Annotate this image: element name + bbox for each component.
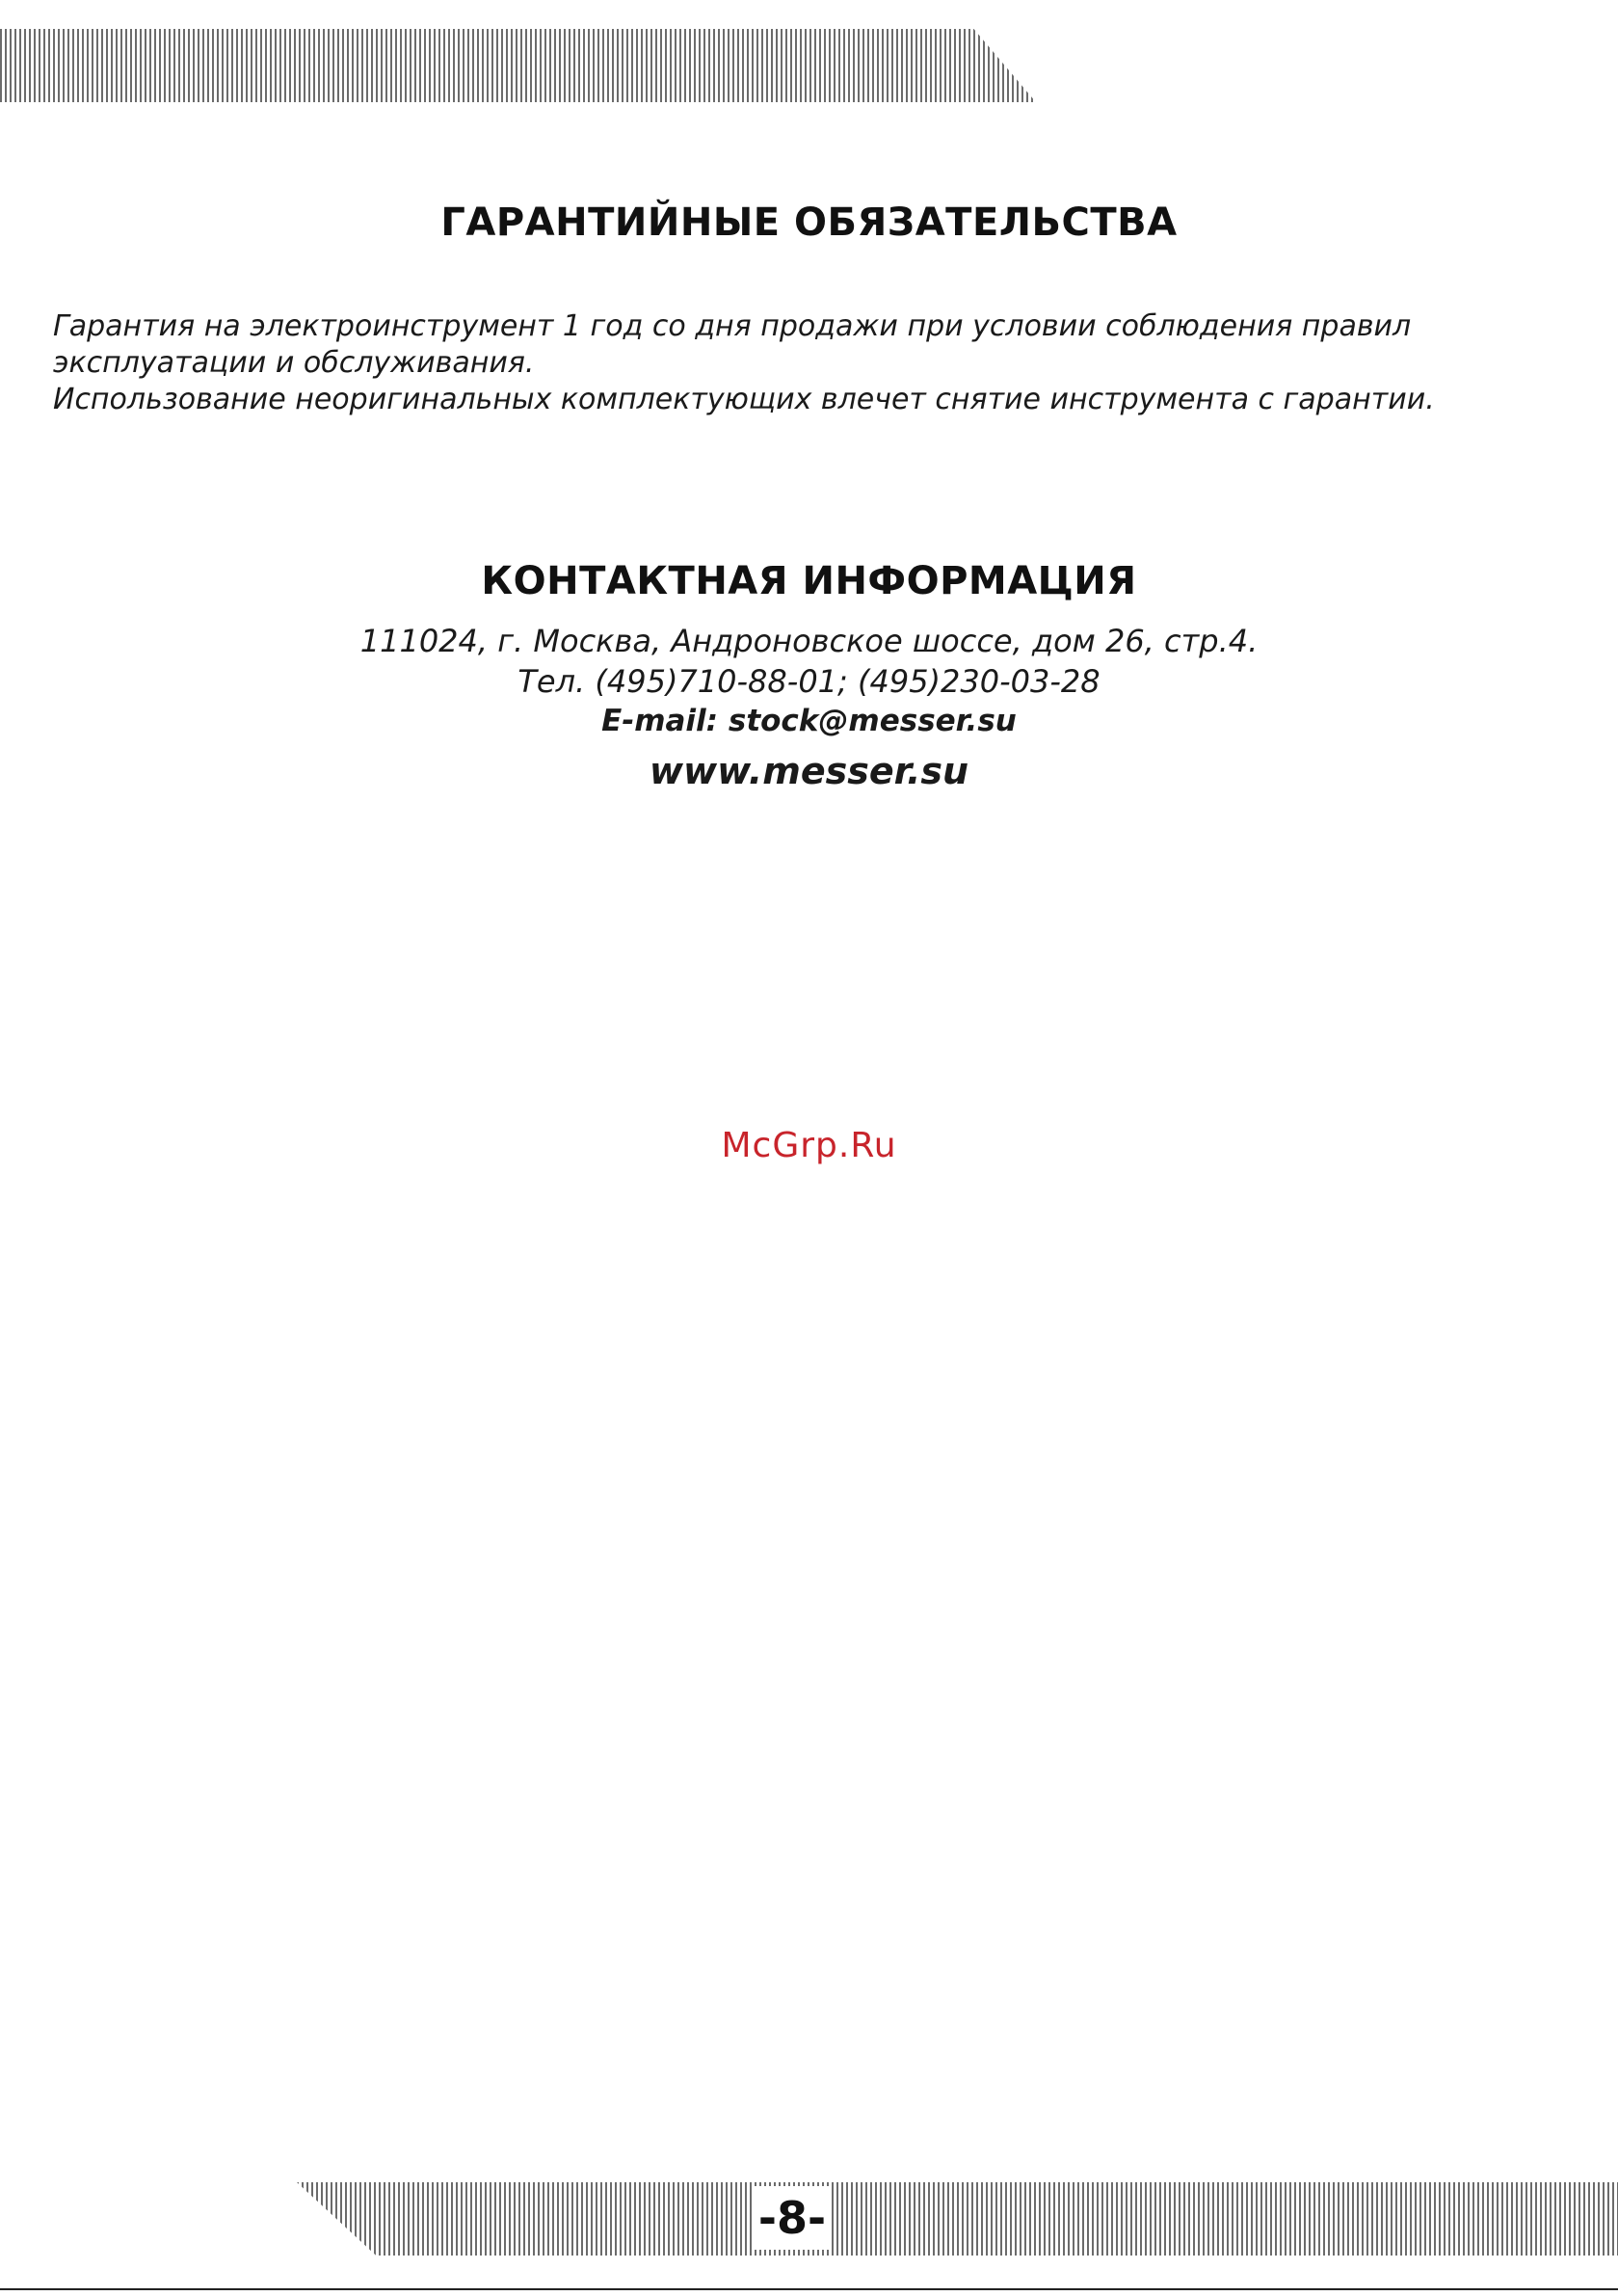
footer-divider xyxy=(0,2288,1618,2290)
header-stripe-decoration xyxy=(0,29,1036,102)
contacts-title: КОНТАКТНАЯ ИНФОРМАЦИЯ xyxy=(481,559,1137,603)
contact-address: 111024, г. Москва, Андроновское шоссе, дом 26, стр.4. xyxy=(359,623,1259,659)
watermark-text: McGrp.Ru xyxy=(721,1126,897,1165)
warranty-paragraph-1: Гарантия на электроинструмент 1 год со дня продажи при условии соблюдения правил эксплуатации и обслуживания. xyxy=(53,309,1412,380)
contact-website: www.messer.su xyxy=(649,750,969,792)
contact-phone: Тел. (495)710-88-01; (495)230-03-28 xyxy=(517,663,1101,700)
footer-stripe-decoration xyxy=(297,2182,1618,2256)
warranty-text xyxy=(53,308,1537,418)
warranty-title: ГАРАНТИЙНЫЕ ОБЯЗАТЕЛЬСТВА xyxy=(440,200,1178,245)
page-number: -8- xyxy=(754,2186,831,2250)
warranty-paragraph-2: Использование неоригинальных комплектующих влечет снятие инструмента с гарантии. xyxy=(53,383,1435,416)
contact-email: E-mail: stock@messer.su xyxy=(601,704,1017,738)
